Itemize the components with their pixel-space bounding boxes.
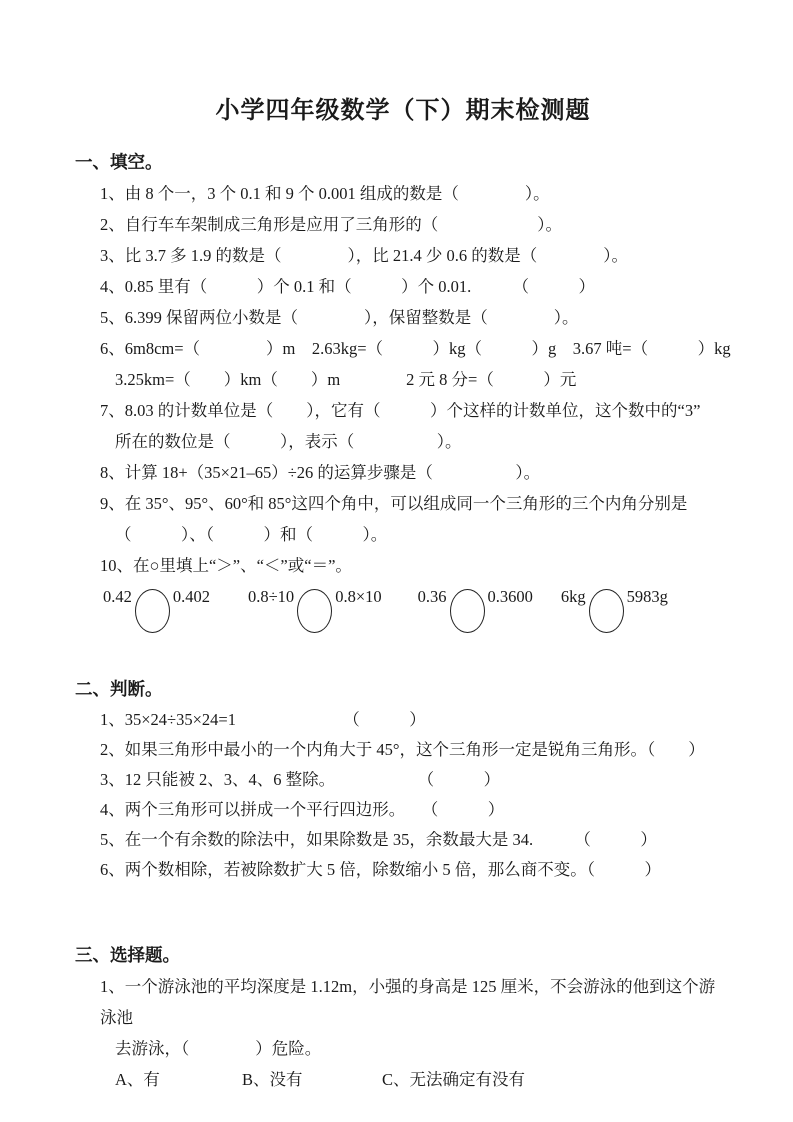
fill-item-3: 3、比 3.7 多 1.9 的数是（ ），比 21.4 少 0.6 的数是（ ）。 (100, 246, 628, 265)
comparison-item-1 (103, 587, 210, 631)
comparison-row (75, 585, 731, 633)
judge-item-4: 4、两个三角形可以拼成一个平行四边形。 （ ） (100, 800, 505, 819)
comparison-circle (297, 589, 332, 633)
fill-item-7-line2: 所在的数位是（ ），表示（ ）。 (115, 432, 462, 451)
fill-item-1: 1、由 8 个一，3 个 0.1 和 9 个 0.001 组成的数是（ ）。 (100, 184, 550, 203)
choice-option-a: A、有 (115, 1070, 160, 1089)
comparison-item-3 (418, 587, 533, 631)
fill-item-6-line2: 3.25km=（ ）km（ ）m 2 元 8 分=（ ）元 (115, 370, 577, 389)
fill-item-6-line1: 6、6m8cm=（ ）m 2.63kg=（ ）kg（ ）g 3.67 吨=（ ）kg (100, 339, 731, 358)
comparison-circle (589, 589, 624, 633)
comparison-left: 0.36 (417, 587, 447, 606)
section-true-false (75, 673, 731, 885)
comparison-circle (450, 589, 485, 633)
comparison-right: 0.8×10 (335, 587, 382, 606)
comparison-right: 5983g (626, 587, 668, 606)
judge-item-1: 1、35×24÷35×24=1 （ ） (100, 710, 426, 729)
choice-item-1-line2: 去游泳，（ ）危险。 (115, 1039, 322, 1058)
comparison-right: 0.3600 (487, 587, 533, 606)
comparison-item-4 (561, 587, 668, 631)
fill-item-8: 8、计算 18+（35×21–65）÷26 的运算步骤是（ ）。 (100, 463, 541, 482)
comparison-item-2 (248, 587, 382, 631)
comparison-left: 0.8÷10 (248, 587, 295, 606)
fill-item-2: 2、自行车车架制成三角形是应用了三角形的（ ）。 (100, 215, 562, 234)
fill-item-4: 4、0.85 里有（ ）个 0.1 和（ ）个 0.01. （ ） (100, 277, 595, 296)
choice-item-1-line1: 1、一个游泳池的平均深度是 1.12m，小强的身高是 125 厘米，不会游泳的他到这个游泳池 (100, 977, 716, 1027)
section-multiple-choice (75, 939, 731, 1095)
section-heading-judge: 二、判断。 (75, 679, 163, 699)
fill-item-5: 5、6.399 保留两位小数是（ ），保留整数是（ ）。 (100, 308, 579, 327)
fill-item-9-line2: （ ）、（ ）和（ ）。 (115, 525, 388, 544)
comparison-left: 0.42 (103, 587, 132, 606)
comparison-right: 0.402 (172, 587, 210, 606)
judge-item-3: 3、12 只能被 2、3、4、6 整除。 （ ） (100, 770, 501, 789)
fill-item-7-line1: 7、8.03 的计数单位是（ ），它有（ ）个这样的计数单位，这个数中的“3” (100, 401, 701, 420)
section-heading-choice: 三、选择题。 (75, 945, 180, 965)
fill-item-10: 10、在○里填上“＞”、“＜”或“＝”。 (100, 556, 352, 575)
comparison-left: 6kg (560, 587, 586, 606)
section-fill-in-blanks (75, 146, 731, 633)
judge-item-5: 5、在一个有余数的除法中，如果除数是 35，余数最大是 34. （ ） (100, 830, 657, 849)
section-heading-fill: 一、填空。 (75, 152, 163, 172)
judge-item-2: 2、如果三角形中最小的一个内角大于 45°，这个三角形一定是锐角三角形。（ ） (100, 740, 705, 759)
comparison-circle (135, 589, 170, 633)
page-title: 小学四年级数学（下）期末检测题 (215, 97, 591, 124)
judge-item-6: 6、两个数相除，若被除数扩大 5 倍，除数缩小 5 倍，那么商不变。（ ） (100, 860, 661, 879)
fill-item-9-line1: 9、在 35°、95°、60°和 85°这四个角中，可以组成同一个三角形的三个内角分别是 (100, 494, 688, 513)
choice-option-c: C、无法确定有没有 (382, 1070, 526, 1089)
choice-options-row (75, 1064, 731, 1095)
choice-option-b: B、没有 (242, 1070, 303, 1089)
